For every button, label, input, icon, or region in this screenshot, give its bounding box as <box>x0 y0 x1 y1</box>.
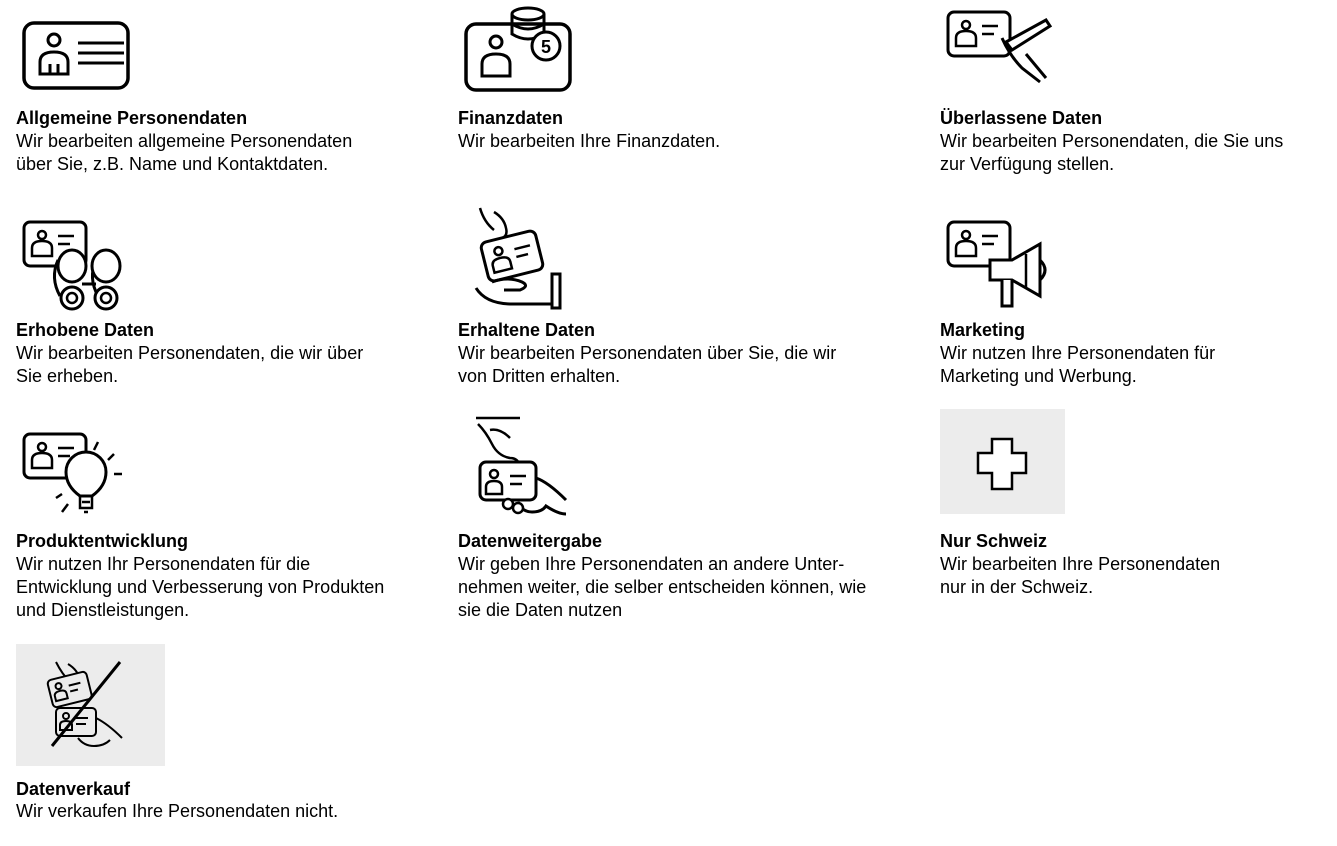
category-title: Marketing <box>940 320 1026 340</box>
category-description: Wir nutzen Ihr Personendaten für die Entwicklung und Verbesserung von Produkten und Dienstleistungen. <box>16 554 385 620</box>
swiss-cross-icon <box>940 409 1065 514</box>
category-description: Wir bearbeiten allgemeine Personendaten über Sie, z.B. Name und Kontaktdaten. <box>16 131 353 174</box>
category-title: Nur Schweiz <box>940 531 1048 551</box>
category-description: Wir bearbeiten Personendaten über Sie, die wir von Dritten erhalten. <box>458 343 837 386</box>
category-title: Finanzdaten <box>458 108 564 128</box>
category-description: Wir bearbeiten Ihre Personendaten nur in der Schweiz. <box>940 554 1221 597</box>
category-description: Wir bearbeiten Personendaten, die wir über Sie erheben. <box>16 343 364 386</box>
category-title: Datenweitergabe <box>458 531 603 551</box>
id-card-hand-icon <box>472 204 568 312</box>
category-title: Datenverkauf <box>16 779 131 799</box>
id-card-icon <box>22 20 132 92</box>
category-title: Überlassene Daten <box>940 108 1103 128</box>
id-card-megaphone-icon <box>946 220 1058 310</box>
category-title: Allgemeine Personendaten <box>16 108 248 128</box>
category-description: Wir bearbeiten Ihre Finanzdaten. <box>458 131 721 151</box>
category-description: Wir geben Ihre Personendaten an andere Unter- nehmen weiter, die selber entscheiden können, wie sie die Daten nutzen <box>458 554 867 620</box>
id-card-lightbulb-icon <box>22 432 134 518</box>
category-description: Wir nutzen Ihre Personendaten für Marketing und Werbung. <box>940 343 1216 386</box>
category-description: Wir bearbeiten Personendaten, die Sie uns zur Verfügung stellen. <box>940 131 1284 174</box>
data-sale-crossed-icon <box>16 644 165 766</box>
id-card-coins-icon <box>464 4 576 94</box>
category-title: Erhobene Daten <box>16 320 155 340</box>
category-description: Wir verkaufen Ihre Personendaten nicht. <box>16 801 339 821</box>
category-title: Produktentwicklung <box>16 531 189 551</box>
id-card-handover-icon <box>474 416 570 524</box>
category-title: Erhaltene Daten <box>458 320 596 340</box>
coin-badge: 5 <box>540 37 552 57</box>
id-card-binoculars-icon <box>22 220 134 312</box>
id-card-pen-icon <box>946 8 1058 88</box>
